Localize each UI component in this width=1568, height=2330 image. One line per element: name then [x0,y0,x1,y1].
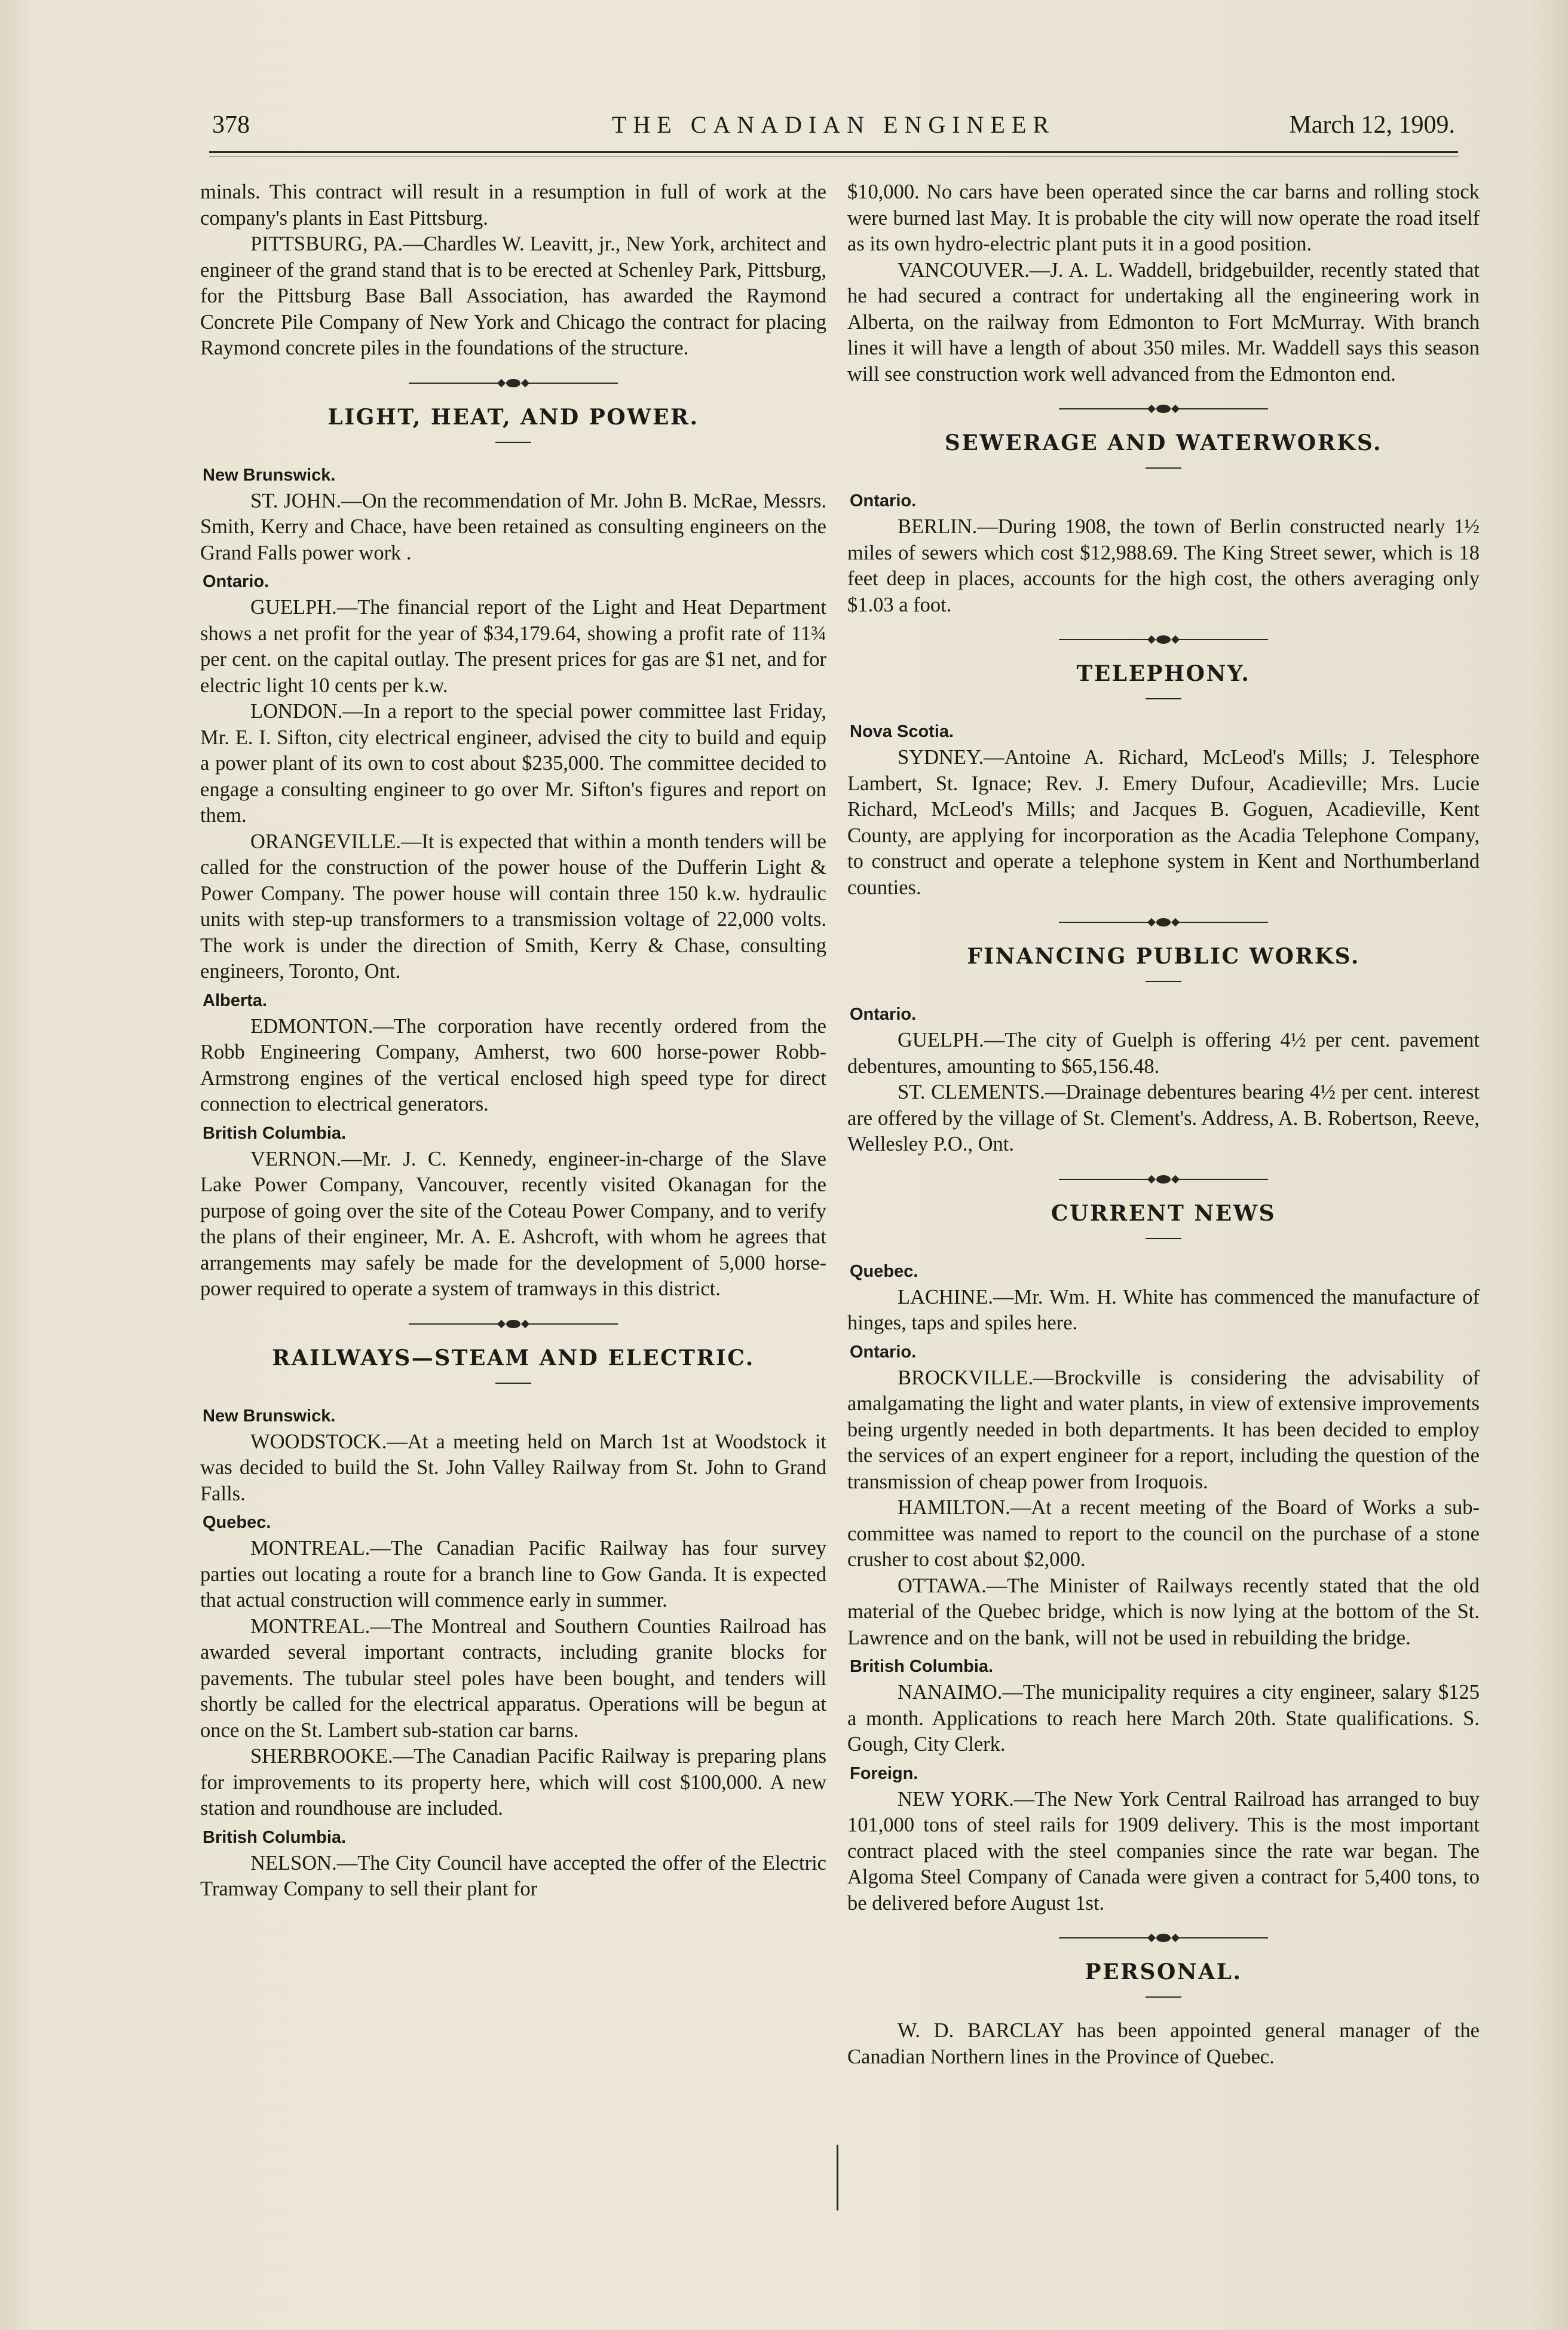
page-header [212,111,1455,152]
article-paragraph: PITTSBURG, PA.—Chardles W. Leavitt, jr., New York, architect and engineer of the grand stand that is to be erected at Schenley Park, Pittsburg, for the Pittsburg Base Ball Association, has awarded the Raymond Concrete Pile Company of New York and Chicago the contract for placing Raymond concrete piles in the foundations of the structure. [200,233,826,359]
article-paragraph: SHERBROOKE.—The Canadian Pacific Railway is preparing plans for improvements to its property here, which will cost $100,000. A new station and roundhouse are included. [200,1745,826,1820]
article-paragraph: EDMONTON.—The corporation have recently ordered from the Robb Engineering Company, Amherst, two 600 horse-power Robb-Armstrong engines of the vertical enclosed high speed type for direct connection to electrical generators. [200,1014,826,1115]
article-paragraph: WOODSTOCK.—At a meeting held on March 1st at Woodstock it was decided to build the St. John Valley Railway from St. John to Grand Falls. [200,1430,826,1505]
section-ornament [200,1318,826,1330]
article-paragraph: BROCKVILLE.—Brockville is considering the advisability of amalgamating the light and water plants, in view of extensive improvements being urgently needed in both departments. It has been decided to employ the services of an expert engineer for a report, including the question of the transmission of cheap power from Iroquois. [847,1366,1480,1493]
section-ornament [847,916,1480,928]
issue-date: March 12, 1909. [1289,111,1455,139]
province-heading: Foreign. [850,1763,918,1783]
section-heading: LIGHT, HEAT, AND POWER. [327,404,699,430]
province-heading: Ontario. [850,491,917,510]
article-paragraph: NANAIMO.—The municipality requires a city engineer, salary $125 a month. Applications to reach here March 20th. State qualifications. S. Gough, City Clerk. [847,1681,1480,1756]
province-heading: New Brunswick. [203,1406,336,1426]
section-ornament [847,1932,1480,1944]
article-paragraph: MONTREAL.—The Montreal and Southern Counties Railroad has awarded several important contracts, including granite blocks for pavements. The tubular steel poles have been bought, and tenders will shortly be called for the electrical apparatus. Operations will be begun at once on the St. Lambert sub-station car barns. [200,1615,826,1742]
section-ornament [847,403,1480,415]
right-column [847,179,1480,2070]
article-paragraph: ORANGEVILLE.—It is expected that within a month tenders will be called for the construction of the power house of the Dufferin Light & Power Company. The power house will contain three 150 k.w. hydraulic units with step-up transformers to a transmission voltage of 22,000 volts. The work is under the direction of Smith, Kerry & Chase, consulting engineers, Toronto, Ont. [200,830,826,983]
section-heading: CURRENT NEWS [1051,1200,1276,1226]
article-paragraph: MONTREAL.—The Canadian Pacific Railway has four survey parties out locating a route for a branch line to Gow Ganda. It is expected that actual construction will commence early in summer. [200,1537,826,1612]
article-paragraph: HAMILTON.—At a recent meeting of the Board of Works a sub-committee was named to report to the council on the purchase of a stone crusher to cost about $2,000. [847,1496,1480,1571]
province-heading: Alberta. [203,990,267,1010]
province-heading: Ontario. [850,1005,917,1024]
heading-bar [1146,698,1181,699]
province-heading: British Columbia. [850,1657,994,1676]
article-paragraph: ST. CLEMENTS.—Drainage debentures bearing 4½ per cent. interest are offered by the village of St. Clement's. Address, A. B. Robertson, Reeve, Wellesley P.O., Ont. [847,1081,1480,1155]
page-number: 378 [212,111,250,139]
article-paragraph: VERNON.—Mr. J. C. Kennedy, engineer-in-charge of the Slave Lake Power Company, Vancouver, recently visited Okanagan for the purpose of going over the site of the Coteau Power Company, and to verify the plans of their engineer, Mr. A. E. Ashcroft, with whom he agrees that arrangements may safely be made for the development of 5,000 horse-power required to operate a system of tramways in this district. [200,1147,826,1300]
article-paragraph: LACHINE.—Mr. Wm. H. White has commenced the manufacture of hinges, taps and spiles here. [847,1285,1480,1334]
article-paragraph: NELSON.—The City Council have accepted the offer of the Electric Tramway Company to sell their plant for [200,1851,826,1900]
heading-bar [1146,981,1181,982]
section-heading: FINANCING PUBLIC WORKS. [967,944,1360,969]
province-heading: New Brunswick. [203,465,336,485]
heading-bar [495,1383,531,1384]
section-heading: PERSONAL. [1085,1959,1242,1985]
article-paragraph: minals. This contract will result in a resumption in full of work at the company's plants in East Pittsburg. [200,181,826,230]
article-paragraph: SYDNEY.—Antoine A. Richard, McLeod's Mills; J. Telesphore Lambert, St. Ignace; Rev. J. Emery Dufour, Acadieville; Mrs. Lucie Richard, McLeod's Mills; and Jacques B. Goguen, Acadieville, Kent County, are applying for incorporation as the Acadia Telephone Company, to construct and operate a telephone system in Kent and Northumberland counties. [847,746,1480,899]
province-heading: British Columbia. [203,1827,347,1847]
article-paragraph: GUELPH.—The financial report of the Light and Heat Department shows a net profit for the year of $34,179.64, showing a profit rate of 11¾ per cent. on the capital outlay. The present prices for gas are $1 net, and for electric light 10 cents per k.w. [200,596,826,697]
province-heading: Quebec. [203,1513,271,1532]
province-heading: Ontario. [203,572,270,591]
article-paragraph: ST. JOHN.—On the recommendation of Mr. John B. McRae, Messrs. Smith, Kerry and Chace, have been retained as consulting engineers on the Grand Falls power work . [200,489,826,564]
article-paragraph: LONDON.—In a report to the special power committee last Friday, Mr. E. I. Sifton, city electrical engineer, advised the city to build and equip a power plant of its own to cost about $235,000. The committee decided to engage a consulting engineer to go over Mr. Sifton's figures and report on them. [200,700,826,827]
article-paragraph: BERLIN.—During 1908, the town of Berlin constructed nearly 1½ miles of sewers which cost $12,988.69. The King Street sewer, which is 18 feet deep in places, accounts for the high cost, the others averaging only $1.03 a foot. [847,515,1480,616]
section-heading: SEWERAGE AND WATERWORKS. [944,430,1383,455]
province-heading: Ontario. [850,1342,917,1362]
section-ornament [200,377,826,389]
section-heading: RAILWAYS—STEAM AND ELECTRIC. [272,1345,755,1371]
province-heading: British Columbia. [203,1123,347,1143]
left-column [200,179,826,1903]
article-paragraph: NEW YORK.—The New York Central Railroad has arranged to buy 101,000 tons of steel rails for 1909 delivery. This is the most important contract placed with the steel companies since the rate war began. The Algoma Steel Company of Canada were given a contract for 5,400 tons, to be delivered before August 1st. [847,1787,1480,1915]
heading-bar [1146,467,1181,469]
province-heading: Nova Scotia. [850,722,954,741]
article-paragraph: W. D. BARCLAY has been appointed general manager of the Canadian Northern lines in the Province of Quebec. [847,2019,1480,2068]
article-paragraph: $10,000. No cars have been operated since the car barns and rolling stock were burned last May. It is probable the city will now operate the road itself as its own hydro-electric plant puts it in a good position. [847,181,1480,255]
column-divider [837,2145,838,2210]
article-paragraph: GUELPH.—The city of Guelph is offering 4½ per cent. pavement debentures, amounting to $65,156.48. [847,1029,1480,1078]
province-heading: Quebec. [850,1261,918,1281]
header-rule [209,151,1458,153]
section-heading: TELEPHONY. [1076,661,1251,686]
heading-bar [1146,1238,1181,1239]
article-paragraph: OTTAWA.—The Minister of Railways recently stated that the old material of the Quebec bridge, which is now lying at the bottom of the St. Lawrence and on the bank, will not be used in rebuilding the bridge. [847,1574,1480,1649]
heading-bar [1146,1996,1181,1998]
heading-bar [495,442,531,443]
section-ornament [847,1173,1480,1185]
journal-title: THE CANADIAN ENGINEER [611,111,1056,138]
section-ornament [847,634,1480,646]
article-paragraph: VANCOUVER.—J. A. L. Waddell, bridgebuilder, recently stated that he had secured a contract for undertaking all the engineering work in Alberta, on the railway from Edmonton to Fort McMurray. With branch lines it will have a length of about 350 miles. Mr. Waddell says this season will see construction work well advanced from the Edmonton end. [847,258,1480,386]
